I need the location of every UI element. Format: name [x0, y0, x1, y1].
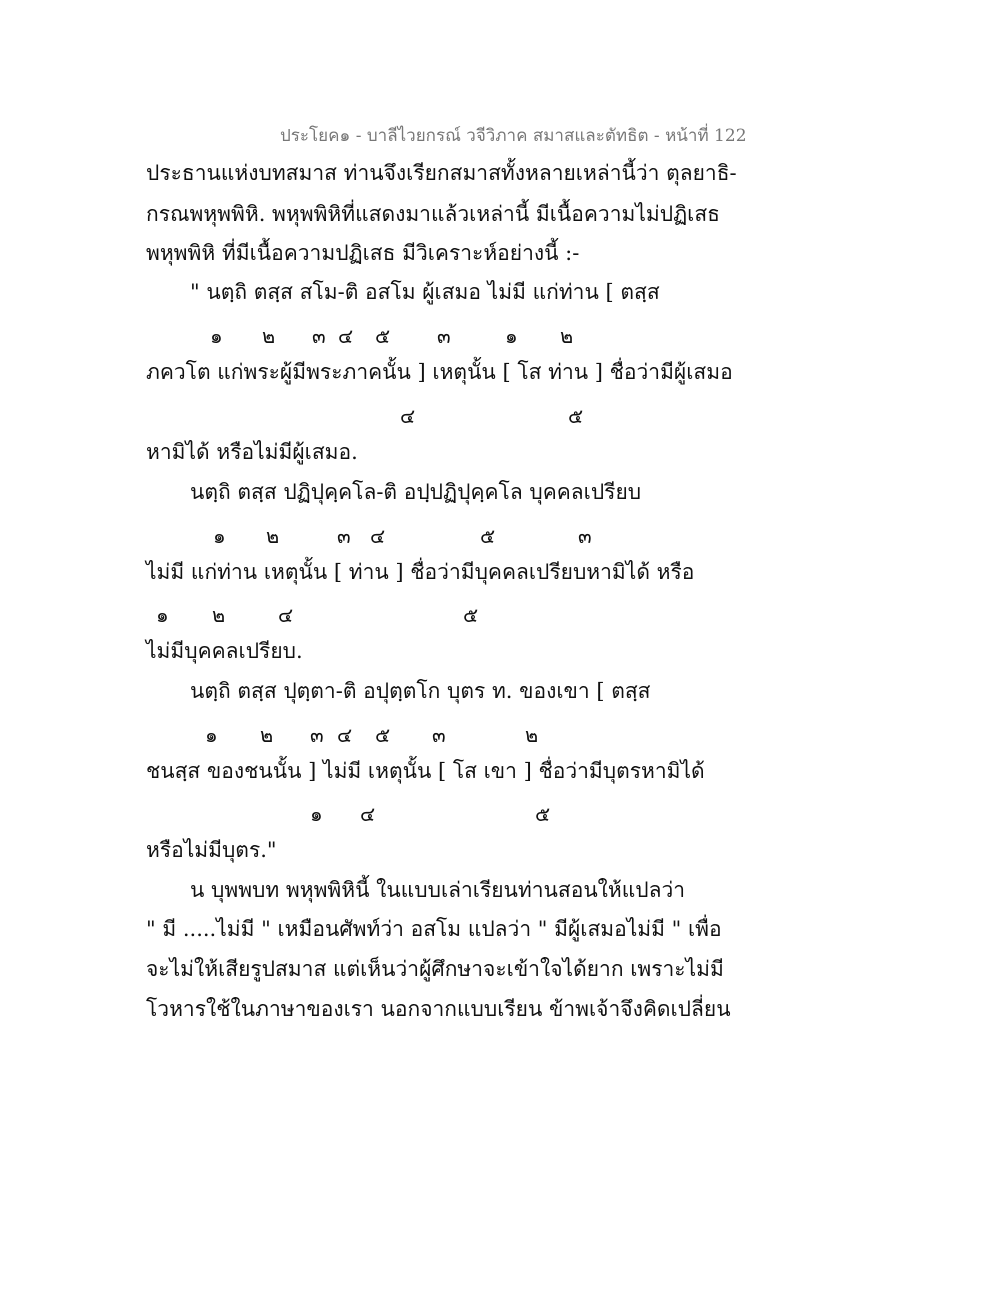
annotation-number: ๕: [375, 723, 391, 747]
annotation-number: ๓: [337, 524, 351, 548]
text-line: " นตฺถิ ตสฺส สโม-ติ อสโม ผู้เสมอ ไม่มี แก่ท่าน [ ตสฺส: [190, 280, 660, 304]
annotation-number: ๕: [535, 802, 551, 826]
annotation-number: ๔: [338, 324, 354, 348]
annotation-number: ๕: [463, 603, 479, 627]
annotation-number: ๒: [266, 524, 280, 548]
annotation-number: ๓: [312, 324, 326, 348]
annotation-number: ๕: [375, 324, 391, 348]
annotation-number: ๑: [205, 723, 218, 747]
annotation-number: ๕: [568, 404, 584, 428]
annotation-number: ๒: [560, 324, 574, 348]
annotation-number: ๔: [370, 524, 386, 548]
annotation-number: ๓: [437, 324, 451, 348]
annotation-number: ๒: [260, 723, 274, 747]
text-line: ชนสฺส ของชนนั้น ] ไม่มี เหตุนั้น [ โส เขา ] ชื่อว่ามีบุตรหามิได้: [146, 759, 705, 783]
annotation-number: ๔: [360, 802, 376, 826]
text-line: นตฺถิ ตสฺส ปุตฺตา-ติ อปุตฺตโก บุตร ท. ของเขา [ ตสฺส: [190, 679, 651, 703]
text-line: หามิได้ หรือไม่มีผู้เสมอ.: [146, 440, 358, 464]
annotation-number: ๑: [505, 324, 518, 348]
annotation-number: ๑: [156, 603, 169, 627]
annotation-number: ๕: [480, 524, 496, 548]
annotation-number: ๔: [400, 404, 416, 428]
text-line: ไม่มีบุคคลเปรียบ.: [146, 639, 303, 663]
text-line: น บุพพบท พหุพพิหินี้ ในแบบเล่าเรียนท่านสอนให้แปลว่า: [190, 878, 686, 902]
annotation-number: ๒: [525, 723, 539, 747]
page-header: ประโยค๑ - บาลีไวยกรณ์ วจีวิภาค สมาสและตัทธิต - หน้าที่ 122: [280, 126, 747, 146]
text-line: " มี .....ไม่มี " เหมือนศัพท์ว่า อสโม แปลว่า " มีผู้เสมอไม่มี " เพื่อ: [146, 917, 722, 941]
text-line: พหุพพิหิ ที่มีเนื้อความปฏิเสธ มีวิเคราะห์อย่างนี้ :-: [146, 241, 580, 265]
text-line: นตฺถิ ตสฺส ปฏิปุคฺคโล-ติ อปฺปฏิปุคฺคโล บุคคลเปรียบ: [190, 480, 642, 504]
annotation-number: ๔: [278, 603, 294, 627]
annotation-number: ๑: [310, 802, 323, 826]
annotation-number: ๒: [262, 324, 276, 348]
annotation-number: ๓: [310, 723, 324, 747]
annotation-number: ๒: [212, 603, 226, 627]
text-line: หรือไม่มีบุตร.": [146, 838, 277, 862]
text-line: ประธานแห่งบทสมาส ท่านจึงเรียกสมาสทั้งหลายเหล่านี้ว่า ตุลยาธิ-: [146, 161, 737, 185]
annotation-number: ๑: [213, 524, 226, 548]
text-line: จะไม่ให้เสียรูปสมาส แต่เห็นว่าผู้ศึกษาจะเข้าใจได้ยาก เพราะไม่มี: [146, 957, 724, 981]
annotation-number: ๑: [210, 324, 223, 348]
text-line: ภควโต แก่พระผู้มีพระภาคนั้น ] เหตุนั้น [ โส ท่าน ] ชื่อว่ามีผู้เสมอ: [146, 360, 733, 384]
annotation-number: ๓: [432, 723, 446, 747]
annotation-number: ๓: [578, 524, 592, 548]
text-line: กรณพหุพพิหิ. พหุพพิหิที่แสดงมาแล้วเหล่านี้ มีเนื้อความไม่ปฏิเสธ: [146, 202, 720, 226]
text-line: โวหารใช้ในภาษาของเรา นอกจากแบบเรียน ข้าพเจ้าจึงคิดเปลี่ยน: [146, 997, 731, 1021]
text-line: ไม่มี แก่ท่าน เหตุนั้น [ ท่าน ] ชื่อว่ามีบุคคลเปรียบหามิได้ หรือ: [146, 560, 695, 584]
annotation-number: ๔: [337, 723, 353, 747]
